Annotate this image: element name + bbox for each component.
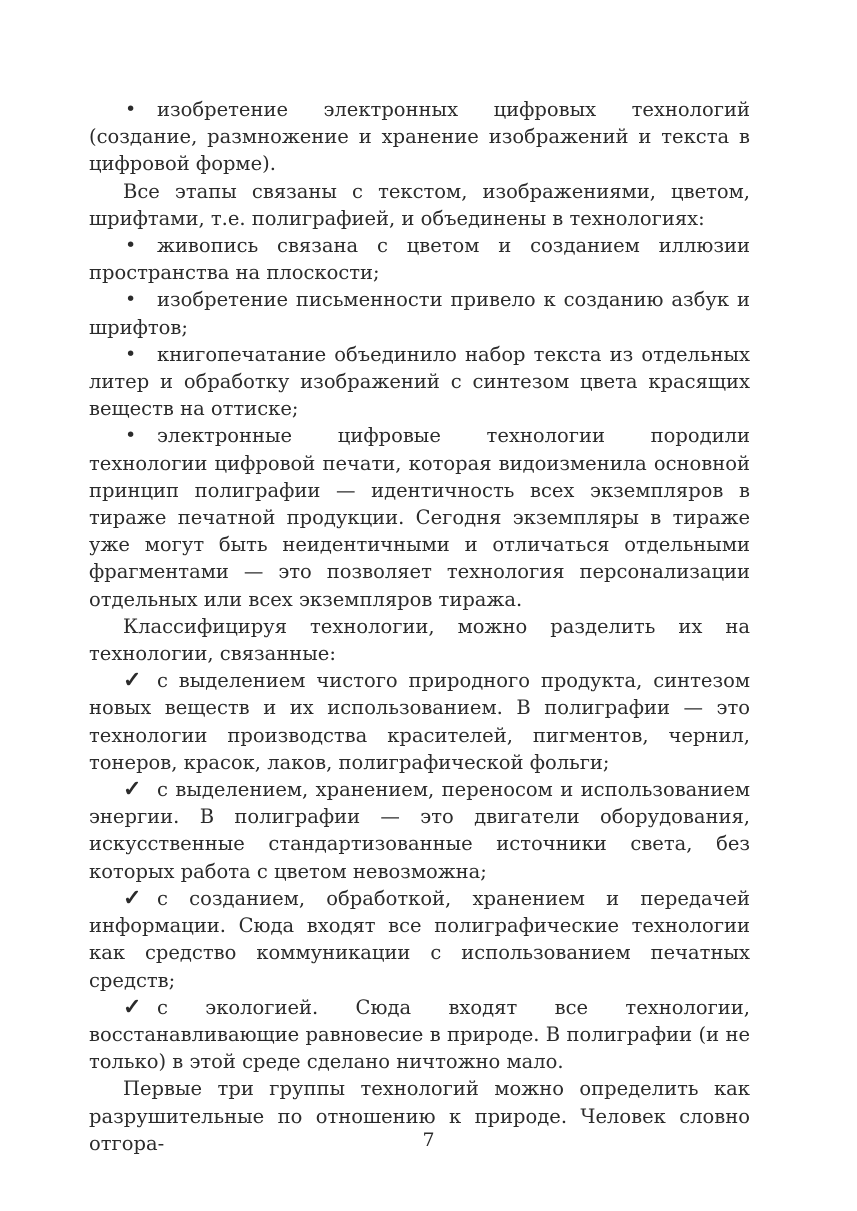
checkmark-icon: ✓ <box>123 993 142 1020</box>
list-item-printing <box>89 341 750 423</box>
list-item-painting <box>89 232 750 286</box>
check-item-substances <box>89 667 750 776</box>
bullet-icon: • <box>125 98 137 120</box>
bullet-icon: • <box>125 288 137 311</box>
list-item-digital-tech <box>89 96 750 178</box>
paragraph-classification: Классифицируя технологии, можно разделить их на технологии, связанные: <box>89 614 750 666</box>
paragraph-stages: Все этапы связаны с текстом, изображениями, цветом, шрифтами, т.е. полиграфией, и объединены в технологиях: <box>89 179 750 230</box>
list-item-text: живопись связана с цветом и созданием иллюзии пространства на плоскости; <box>89 234 750 285</box>
check-item-energy <box>89 776 750 885</box>
bullet-icon: • <box>125 234 137 257</box>
check-item-text: с экологией. Сюда входят все технологии, восстанавливающие равновесие в природе. В полиграфии (и не только) в этой среде сделано ничтожно мало. <box>89 995 750 1074</box>
check-item-text: с выделением, хранением, переносом и использованием энергии. В полиграфии — это двигатели оборудования, искусственные стандартизованные источники света, без которых работа с цветом невозможна; <box>89 778 750 883</box>
list-item-writing <box>89 286 750 340</box>
list-item-text: изобретение электронных цифровых технологий (создание, размножение и хранение изображений и текста в цифровой форме). <box>89 98 750 176</box>
check-item-text: с выделением чистого природного продукта, синтезом новых веществ и их использованием. В полиграфии — это технологии производства красителей, пигментов, чернил, тонеров, красок, лаков, полиграфической фольги; <box>89 669 750 774</box>
page-number: 7 <box>422 1129 435 1151</box>
bullet-icon: • <box>125 342 137 365</box>
list-item-text: книгопечатание объединило набор текста из отдельных литер и обработку изображений с синтезом цвета красящих веществ на оттиске; <box>89 342 750 421</box>
list-item-text: электронные цифровые технологии породили технологии цифровой печати, которая видоизменила основной принцип полиграфии — идентичность всех экземпляров в тираже печатной продукции. Сегодня экземпляры в тираже уже могут быть неидентичными и отличаться отдельными фрагментами — это позволяет технология персонализации отдельных или всех экземпляров тиража. <box>89 424 750 611</box>
checkmark-icon: ✓ <box>123 884 142 911</box>
list-item-text: изобретение письменности привело к созданию азбук и шрифтов; <box>89 288 750 339</box>
checkmark-icon: ✓ <box>123 667 142 694</box>
bullet-icon: • <box>125 424 137 447</box>
list-item-digital-printing <box>89 422 750 612</box>
page-body <box>89 96 750 1157</box>
check-item-information <box>89 885 750 994</box>
checkmark-icon: ✓ <box>123 776 142 803</box>
paragraph-conclusion: Первые три группы технологий можно определить как разрушительные по отношению к природе. Человек словно отгора- <box>89 1077 750 1155</box>
check-item-text: с созданием, обработкой, хранением и передачей информации. Сюда входят все полиграфические технологии как средство коммуникации с использованием печатных средств; <box>89 886 750 992</box>
check-item-ecology <box>89 994 750 1076</box>
